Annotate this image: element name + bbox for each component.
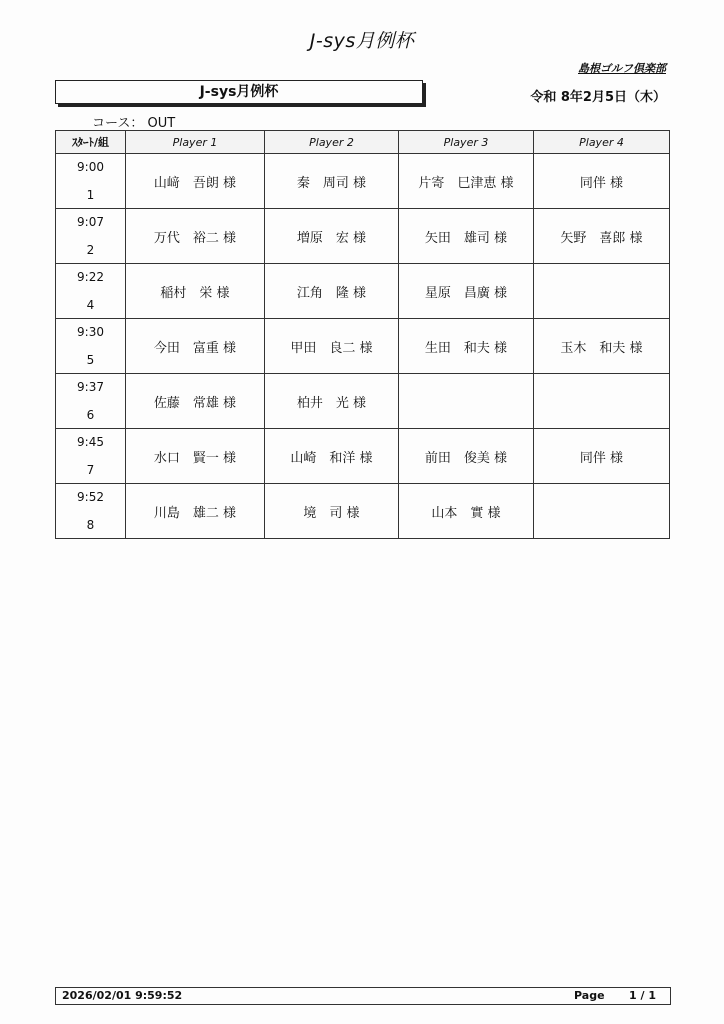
event-name-box: J-sys月例杯 [55,80,423,104]
start-group-cell [56,209,126,264]
player-cell [534,484,670,539]
player-cell: 今田 富重 様 [126,319,265,374]
table-row [56,264,670,319]
player-cell: 片寄 巳津恵 様 [399,154,534,209]
page-label: Page [574,989,605,1002]
start-group-cell [56,319,126,374]
start-group-cell [56,429,126,484]
player-cell: 増原 宏 様 [265,209,399,264]
start-group-cell [56,374,126,429]
player-cell: 柏井 光 様 [265,374,399,429]
start-group-cell [56,264,126,319]
player-cell: 山﨑 吾朗 様 [126,154,265,209]
document-title: J-sys月例杯 [309,30,415,52]
player-cell: 山本 實 様 [399,484,534,539]
table-row [56,484,670,539]
header-row [56,131,670,154]
player-cell: 同伴 様 [534,429,670,484]
page-number: 1 / 1 [629,989,656,1002]
group-number: 5 [86,353,95,367]
pairings-table [55,130,670,539]
group-number: 2 [86,243,95,257]
player-cell: 万代 裕二 様 [126,209,265,264]
group-number: 6 [86,408,95,422]
player-cell [534,374,670,429]
group-number: 4 [86,298,95,312]
player-cell: 前田 俊美 様 [399,429,534,484]
table-row [56,154,670,209]
table-row [56,429,670,484]
group-number: 8 [86,518,95,532]
player-cell: 川島 雄二 様 [126,484,265,539]
table-row [56,319,670,374]
header-player-1: Player 1 [126,131,265,154]
start-group-cell [56,154,126,209]
player-cell: 佐藤 常雄 様 [126,374,265,429]
player-cell: 稲村 栄 様 [126,264,265,319]
club-name: 島根ゴルフ倶楽部 [578,62,666,75]
player-cell: 秦 周司 様 [265,154,399,209]
start-time: 9:00 [77,160,104,174]
player-cell: 矢田 雄司 様 [399,209,534,264]
player-cell: 生田 和夫 様 [399,319,534,374]
start-time: 9:37 [77,380,104,394]
player-cell: 江角 隆 様 [265,264,399,319]
start-time: 9:22 [77,270,104,284]
start-group-cell [56,484,126,539]
player-cell: 甲田 良二 様 [265,319,399,374]
player-cell [534,264,670,319]
course-label: コース： OUT [92,116,176,131]
print-timestamp: 2026/02/01 9:59:52 [62,989,183,1002]
start-time: 9:07 [77,215,104,229]
player-cell [399,374,534,429]
table-row [56,374,670,429]
player-cell: 玉木 和夫 様 [534,319,670,374]
start-time: 9:30 [77,325,104,339]
table-row [56,209,670,264]
player-cell: 山崎 和洋 様 [265,429,399,484]
player-cell: 矢野 喜郎 様 [534,209,670,264]
player-cell: 境 司 様 [265,484,399,539]
header-start-group: ｽﾀｰﾄ/組 [56,131,126,154]
event-date: 令和 8年2月5日（木） [530,90,666,105]
start-time: 9:52 [77,490,104,504]
start-time: 9:45 [77,435,104,449]
header-player-2: Player 2 [265,131,399,154]
player-cell: 星原 昌廣 様 [399,264,534,319]
header-player-3: Player 3 [399,131,534,154]
player-cell: 水口 賢一 様 [126,429,265,484]
header-player-4: Player 4 [534,131,670,154]
group-number: 1 [86,188,95,202]
group-number: 7 [86,463,95,477]
player-cell: 同伴 様 [534,154,670,209]
page-footer [55,987,671,1005]
